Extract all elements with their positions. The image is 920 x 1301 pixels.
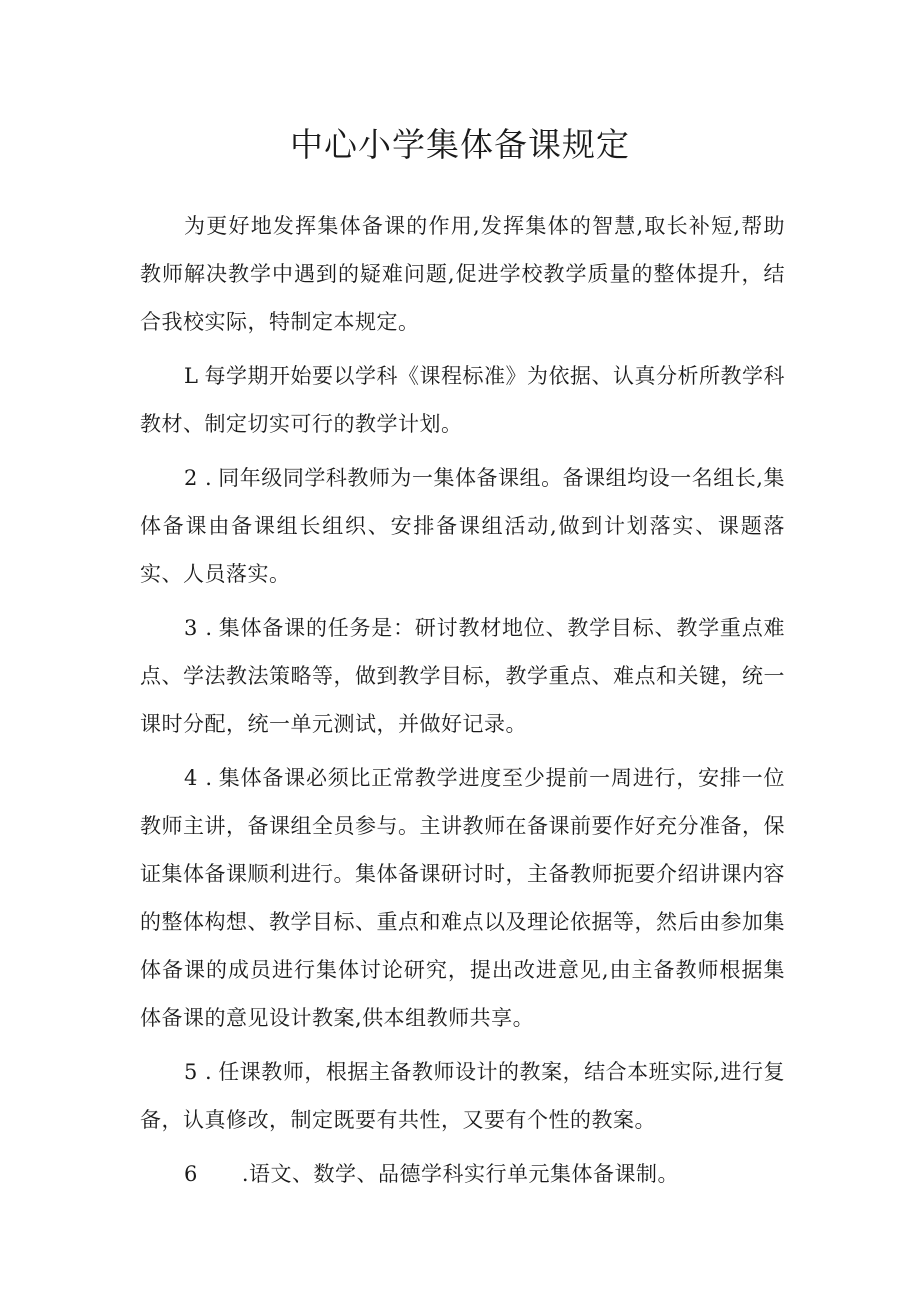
document-body [140,202,785,1204]
rule-number: L [184,364,199,388]
rule-text: 同年级同学科教师为一集体备课组。备课组均设一名组长,集体备课由备课组长组织、安排备课组活动,做到计划落实、课题落实、人员落实。 [140,466,785,586]
rule-item-1 [140,352,785,448]
document-title: 中心小学集体备课规定 [290,125,630,164]
rule-item-6 [140,1150,785,1198]
rule-text: 任课教师，根据主备教师设计的教案，结合本班实际,进行复备，认真修改，制定既要有共性，又要有个性的教案。 [140,1060,785,1132]
rule-number: 6 [184,1162,198,1186]
intro-paragraph: 为更好地发挥集体备课的作用,发挥集体的智慧,取长补短,帮助教师解决教学中遇到的疑难问题,促进学校教学质量的整体提升，结合我校实际，特制定本规定。 [140,214,785,334]
rule-text: 集体备课的任务是：研讨教材地位、教学目标、教学重点难点、学法教法策略等，做到教学目标，教学重点、难点和关键，统一课时分配，统一单元测试，并做好记录。 [140,616,785,736]
rule-item-3 [140,604,785,748]
rule-item-4 [140,754,785,1042]
rule-number: 3 . [184,616,213,640]
rule-number: 2 . [184,466,213,490]
rule-text: .语文、数学、品德学科实行单元集体备课制。 [241,1162,680,1186]
rule-text: 集体备课必须比正常教学进度至少提前一周进行，安排一位教师主讲，备课组全员参与。主讲教师在备课前要作好充分准备，保证集体备课顺利进行。集体备课研讨时，主备教师扼要介绍讲课内容的整体构想、教学目标、重点和难点以及理论依据等，然后由参加集体备课的成员进行集体讨论研究，提出改进意见,由主备教师根据集体备课的意见设计教案,供本组教师共享。 [140,766,785,1030]
rule-item-5 [140,1048,785,1144]
rule-number: 5 . [184,1060,213,1084]
rule-number: 4 . [184,766,213,790]
rule-text: 每学期开始要以学科《课程标准》为依据、认真分析所教学科教材、制定切实可行的教学计划。 [140,364,785,436]
rule-item-2 [140,454,785,598]
